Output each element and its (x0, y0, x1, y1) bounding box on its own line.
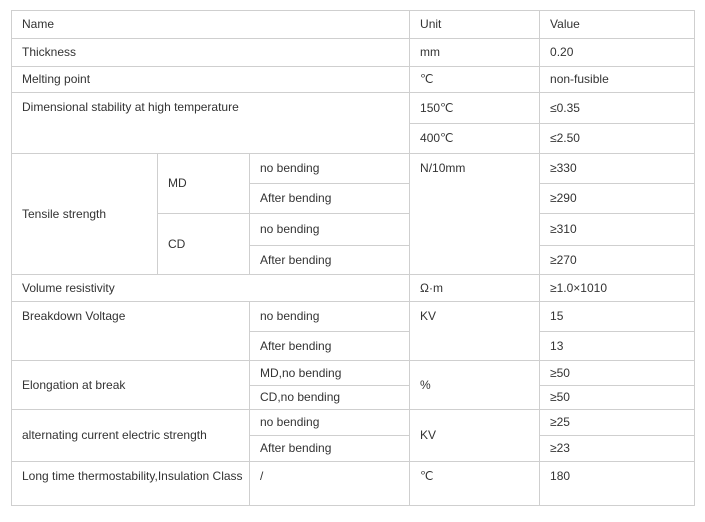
header-unit: Unit (410, 11, 540, 39)
row-unit: ℃ (410, 67, 540, 93)
row-unit: 150℃ (410, 93, 540, 124)
row-value: ≥1.0×1010 (540, 275, 695, 302)
table-row (12, 410, 695, 436)
row-value: ≥23 (540, 436, 695, 462)
row-condition: no bending (250, 410, 410, 436)
row-condition: After bending (250, 332, 410, 361)
row-unit: KV (410, 410, 540, 462)
row-unit: N/10mm (410, 154, 540, 275)
row-name: Long time thermostability,Insulation Class (12, 462, 250, 506)
row-condition: no bending (250, 214, 410, 246)
row-name: Dimensional stability at high temperature (12, 93, 410, 154)
row-name: Melting point (12, 67, 410, 93)
row-condition: After bending (250, 436, 410, 462)
table-row (12, 462, 695, 506)
row-condition: no bending (250, 302, 410, 332)
row-name: alternating current electric strength (12, 410, 250, 462)
row-value: ≤2.50 (540, 124, 695, 154)
subgroup-label: CD (158, 214, 250, 275)
row-name: Elongation at break (12, 361, 250, 410)
row-value: ≥290 (540, 184, 695, 214)
row-condition: CD,no bending (250, 386, 410, 410)
row-condition: After bending (250, 246, 410, 275)
row-value: ≥50 (540, 361, 695, 386)
row-unit: 400℃ (410, 124, 540, 154)
row-value: 180 (540, 462, 695, 506)
row-value: ≥270 (540, 246, 695, 275)
row-name: Tensile strength (12, 154, 158, 275)
header-name: Name (12, 11, 410, 39)
row-value: ≥310 (540, 214, 695, 246)
row-unit: ℃ (410, 462, 540, 506)
row-value: ≤0.35 (540, 93, 695, 124)
spec-table (11, 10, 695, 506)
row-value: 0.20 (540, 39, 695, 67)
row-unit: Ω·m (410, 275, 540, 302)
table-row (12, 93, 695, 124)
table-row (12, 39, 695, 67)
subgroup-label: MD (158, 154, 250, 214)
row-condition: no bending (250, 154, 410, 184)
row-name: Thickness (12, 39, 410, 67)
row-condition: After bending (250, 184, 410, 214)
row-condition: MD,no bending (250, 361, 410, 386)
header-value: Value (540, 11, 695, 39)
row-unit: mm (410, 39, 540, 67)
table-row (12, 302, 695, 332)
row-value: 13 (540, 332, 695, 361)
row-value: ≥330 (540, 154, 695, 184)
row-value: 15 (540, 302, 695, 332)
row-name: Breakdown Voltage (12, 302, 250, 361)
row-value: ≥25 (540, 410, 695, 436)
row-unit: KV (410, 302, 540, 361)
row-name: Volume resistivity (12, 275, 410, 302)
row-condition: / (250, 462, 410, 506)
table-row (12, 154, 695, 184)
table-header-row (12, 11, 695, 39)
row-value: non-fusible (540, 67, 695, 93)
row-unit: % (410, 361, 540, 410)
table-row (12, 275, 695, 302)
row-value: ≥50 (540, 386, 695, 410)
table-row (12, 361, 695, 386)
table-row (12, 67, 695, 93)
